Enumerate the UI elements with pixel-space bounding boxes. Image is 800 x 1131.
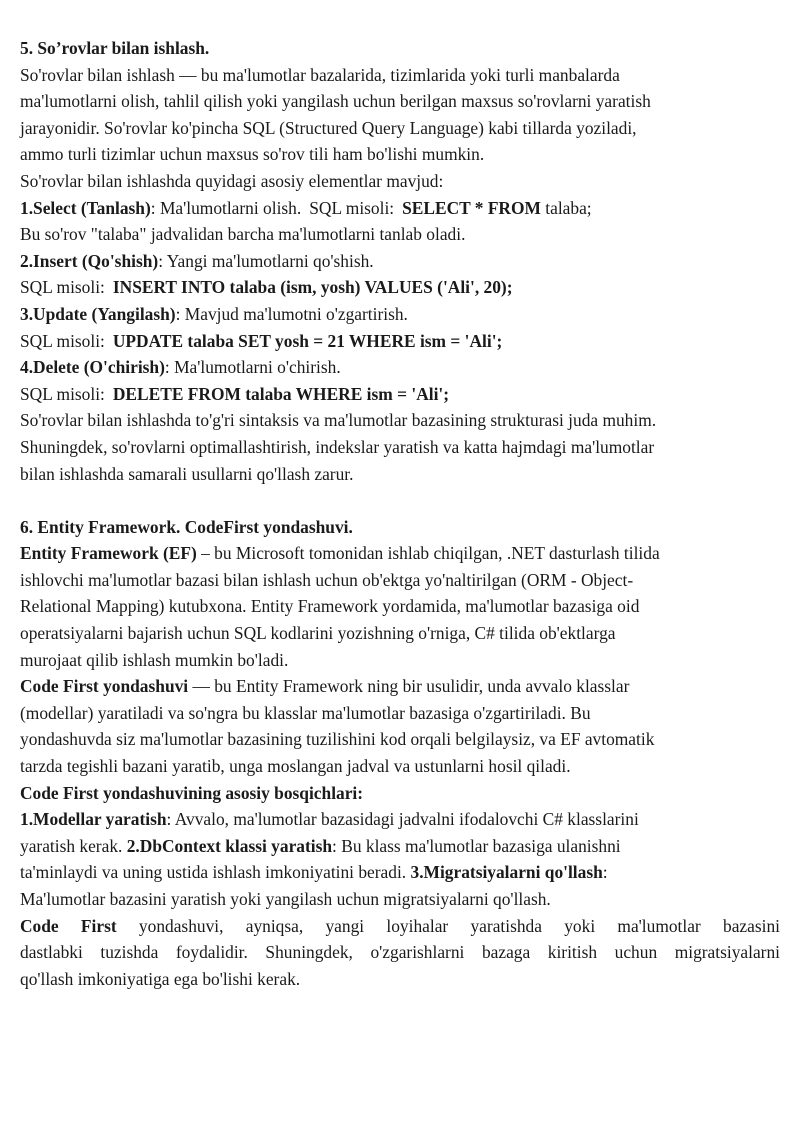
insert-label: 2.Insert (Qo'shish) <box>20 250 159 271</box>
paragraph-line: jarayonidir. So'rovlar ko'pincha SQL (Structured Query Language) kabi tillarda yoziladi, <box>20 117 637 138</box>
update-label: 3.Update (Yangilash) <box>20 303 176 324</box>
cf-term: Code First yondashuvi <box>20 676 189 697</box>
paragraph-line: bilan ishlashda samarali usullarni qo'llash zarur. <box>20 463 354 484</box>
insert-sql-line: SQL misoli: INSERT INTO talaba (ism, yosh) VALUES ('Ali', 20); <box>20 277 513 298</box>
section-6-heading: 6. Entity Framework. CodeFirst yondashuvi. <box>20 516 353 537</box>
delete-label: 4.Delete (O'chirish) <box>20 357 165 378</box>
step-3-line: ta'minlaydi va uning ustida ishlash imkoniyatini beradi. 3.Migratsiyalarni qo'llash: <box>20 862 608 883</box>
paragraph-line: dastlabki tuzishda foydalidir. Shuningdek, o'zgarishlarni bazaga kiritish uchun migratsiyalarni <box>20 942 780 963</box>
paragraph-line: So'rovlar bilan ishlashda to'g'ri sintaksis va ma'lumotlar bazasining strukturasi juda muhim. <box>20 410 657 431</box>
final-term: Code First <box>20 915 117 936</box>
blank-line <box>20 487 780 514</box>
delete-sql-line: SQL misoli: DELETE FROM talaba WHERE ism = 'Ali'; <box>20 383 450 404</box>
step-2-label: 2.DbContext klassi yaratish <box>126 835 333 856</box>
update-sql: UPDATE talaba SET yosh = 21 WHERE ism = 'Ali'; <box>112 330 503 351</box>
final-paragraph-line: Code First yondashuvi, ayniqsa, yangi loyihalar yaratishda yoki ma'lumotlar bazasini <box>20 915 780 936</box>
paragraph-line: Shuningdek, so'rovlarni optimallashtirish, indekslar yaratish va katta hajmdagi ma'lumotlar <box>20 436 655 457</box>
delete-item: 4.Delete (O'chirish): Ma'lumotlarni o'chirish. <box>20 357 341 378</box>
ef-paragraph-line: Entity Framework (EF) – bu Microsoft tomonidan ishlab chiqilgan, .NET dasturlash tilida <box>20 543 660 564</box>
paragraph-line: operatsiyalarni bajarish uchun SQL kodlarini yozishning o'rniga, C# tilida ob'ektlarga <box>20 623 616 644</box>
step-1-line: 1.Modellar yaratish: Avvalo, ma'lumotlar bazasidagi jadvalni ifodalovchi C# klasslarini <box>20 809 639 830</box>
select-sql: SELECT * FROM <box>402 197 541 218</box>
insert-sql: INSERT INTO talaba (ism, yosh) VALUES ('Ali', 20); <box>112 277 513 298</box>
paragraph-line: murojaat qilib ishlash mumkin bo'ladi. <box>20 649 289 670</box>
paragraph-line: So'rovlar bilan ishlash — bu ma'lumotlar bazalarida, tizimlarida yoki turli manbalarda <box>20 64 620 85</box>
paragraph-line: (modellar) yaratiladi va so'ngra bu klasslar ma'lumotlar bazasiga o'zgartiriladi. Bu <box>20 702 591 723</box>
paragraph-line: ammo turli tizimlar uchun maxsus so'rov tili ham bo'lishi mumkin. <box>20 144 485 165</box>
select-explain: Bu so'rov "talaba" jadvalidan barcha ma'lumotlarni tanlab oladi. <box>20 224 466 245</box>
update-sql-line: SQL misoli: UPDATE talaba SET yosh = 21 WHERE ism = 'Ali'; <box>20 330 503 351</box>
select-label: 1.Select (Tanlash) <box>20 197 151 218</box>
steps-heading: Code First yondashuvining asosiy bosqichlari: <box>20 782 364 803</box>
paragraph-line: Ma'lumotlar bazasini yaratish yoki yangilash uchun migratsiyalarni qo'llash. <box>20 889 551 909</box>
cf-paragraph-line: Code First yondashuvi — bu Entity Framework ning bir usulidir, unda avvalo klasslar <box>20 676 630 697</box>
step-1-label: 1.Modellar yaratish <box>20 809 167 830</box>
section-5-heading: 5. So’rovlar bilan ishlash. <box>20 38 210 58</box>
step-2-line: yaratish kerak. 2.DbContext klassi yaratish: Bu klass ma'lumotlar bazasiga ulanishni <box>20 835 621 856</box>
paragraph-line: So'rovlar bilan ishlashda quyidagi asosiy elementlar mavjud: <box>20 170 444 191</box>
paragraph-line: tarzda tegishli bazani yaratib, unga moslangan jadval va ustunlarni hosil qiladi. <box>20 756 571 777</box>
select-item: 1.Select (Tanlash): Ma'lumotlarni olish. SQL misoli: SELECT * FROM talaba; <box>20 197 592 218</box>
paragraph-line: Relational Mapping) kutubxona. Entity Framework yordamida, ma'lumotlar bazasiga oid <box>20 596 640 617</box>
delete-sql: DELETE FROM talaba WHERE ism = 'Ali'; <box>112 383 450 404</box>
paragraph-line: ma'lumotlarni olish, tahlil qilish yoki yangilash uchun berilgan maxsus so'rovlarni yaratish <box>20 91 651 112</box>
update-item: 3.Update (Yangilash): Mavjud ma'lumotni o'zgartirish. <box>20 303 408 324</box>
paragraph-line: yondashuvda siz ma'lumotlar bazasining tuzilishini kod orqali belgilaysiz, va EF avtomatik <box>20 729 655 750</box>
paragraph-line: ishlovchi ma'lumotlar bazasi bilan ishlash uchun ob'ektga yo'naltirilgan (ORM - Object- <box>20 569 634 590</box>
paragraph-line: qo'llash imkoniyatiga ega bo'lishi kerak. <box>20 968 301 989</box>
insert-item: 2.Insert (Qo'shish): Yangi ma'lumotlarni qo'shish. <box>20 250 374 271</box>
step-3-label: 3.Migratsiyalarni qo'llash <box>410 862 603 883</box>
ef-term: Entity Framework (EF) <box>20 543 197 564</box>
